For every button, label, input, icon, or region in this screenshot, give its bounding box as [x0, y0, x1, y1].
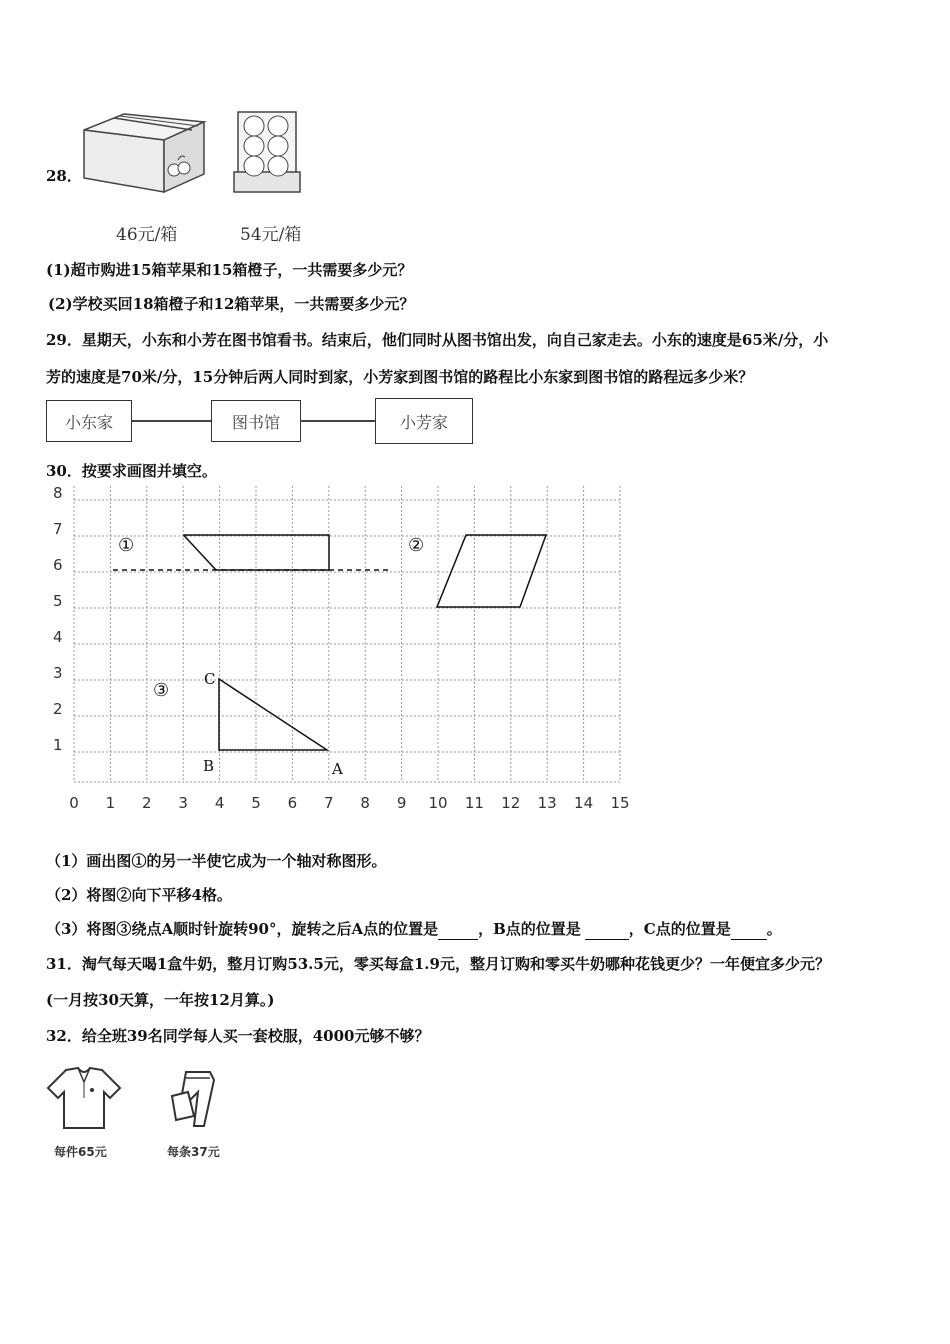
route-line-right [300, 420, 375, 422]
y-tick-label: 4 [53, 628, 63, 646]
x-tick-label: 7 [324, 794, 334, 812]
x-tick-label: 14 [574, 794, 594, 812]
q30-sub3-part-d: 。 [766, 920, 782, 938]
x-tick-label: 10 [428, 794, 448, 812]
figure-1-half-shape [184, 535, 330, 570]
y-tick-label: 7 [53, 520, 63, 538]
q30-sub3-part-b: ，B点的位置是 [478, 920, 581, 938]
x-tick-label: 12 [501, 794, 521, 812]
figure-3-label: ③ [153, 680, 170, 701]
answer-blank-a[interactable] [438, 919, 478, 940]
q28-number: 28． [46, 167, 82, 185]
x-tick-label: 9 [396, 794, 407, 812]
q28-sub2: (2)学校买回18箱橙子和12箱苹果，一共需要多少元？ [48, 295, 415, 313]
coordinate-grid [40, 486, 640, 816]
pants-price-label: 每条37元 [167, 1145, 220, 1159]
route-box-xiaodong-home: 小东家 [46, 400, 132, 442]
point-c-label: C [204, 670, 216, 688]
q32-line1: 32．给全班39名同学每人买一套校服，4000元够不够？ [46, 1027, 430, 1045]
orange-price-label: 54元/箱 [240, 225, 302, 245]
q30-sub3-part-a: （3）将图③绕点A顺时针旋转90°，旋转之后A点的位置是 [46, 920, 439, 938]
x-tick-label: 3 [178, 794, 188, 812]
y-tick-label: 5 [53, 592, 63, 610]
shirt-illustration [44, 1064, 124, 1134]
y-tick-label: 1 [53, 736, 63, 754]
route-box-library: 图书馆 [211, 400, 301, 442]
x-tick-label: 2 [142, 794, 152, 812]
x-tick-label: 4 [214, 794, 225, 812]
route-line-left [131, 420, 211, 422]
figure-3-triangle [219, 679, 327, 750]
figure-2-parallelogram [437, 535, 546, 607]
route-box-xiaofang-home: 小芳家 [375, 398, 473, 444]
x-tick-label: 1 [105, 794, 116, 812]
q30-sub3 [46, 919, 782, 940]
orange-box-illustration [232, 108, 302, 198]
apple-price-label: 46元/箱 [116, 225, 178, 245]
q30-sub1 [46, 851, 386, 871]
q28-sub1: (1)超市购进15箱苹果和15箱橙子，一共需要多少元？ [46, 261, 413, 279]
q29-line1: 29．星期天，小东和小芳在图书馆看书。结束后，他们同时从图书馆出发，向自己家走去。小东的速度是65米/分，小 [46, 331, 829, 349]
answer-blank-c[interactable] [731, 919, 767, 940]
shirt-price-label: 每件65元 [54, 1145, 107, 1159]
q30-sub3-part-c: ，C点的位置是 [628, 920, 731, 938]
x-tick-label: 6 [287, 794, 298, 812]
y-tick-label: 6 [53, 556, 63, 574]
q30-sub1-text: （1）画出图①的另一半使它成为一个轴对称图形。 [46, 852, 387, 870]
figure-1-label: ① [118, 535, 135, 556]
x-tick-label: 5 [251, 794, 261, 812]
x-tick-label: 0 [69, 794, 79, 812]
q30-title: 30．按要求画图并填空。 [46, 462, 217, 480]
y-tick-label: 8 [53, 486, 63, 502]
q31-line2: (一月按30天算，一年按12月算。) [46, 991, 275, 1009]
x-tick-label: 15 [610, 794, 630, 812]
y-tick-label: 3 [53, 664, 63, 682]
q29-line2: 芳的速度是70米/分，15分钟后两人同时到家，小芳家到图书馆的路程比小东家到图书馆的路程远多少米？ [46, 368, 754, 386]
pants-illustration [160, 1066, 230, 1136]
answer-blank-b[interactable] [585, 919, 629, 940]
y-tick-label: 2 [53, 700, 63, 718]
x-tick-label: 11 [464, 794, 484, 812]
q30-sub2: （2）将图②向下平移4格。 [46, 886, 232, 904]
point-a-label: A [332, 760, 343, 778]
point-b-label: B [203, 757, 215, 775]
q31-line1: 31．淘气每天喝1盒牛奶，整月订购53.5元，零买每盒1.9元，整月订购和零买牛奶哪种花钱更少？一年便宜多少元？ [46, 955, 830, 973]
apple-box-illustration [80, 108, 210, 198]
x-tick-label: 8 [360, 794, 370, 812]
x-tick-label: 13 [537, 794, 557, 812]
figure-2-label: ② [408, 535, 425, 556]
